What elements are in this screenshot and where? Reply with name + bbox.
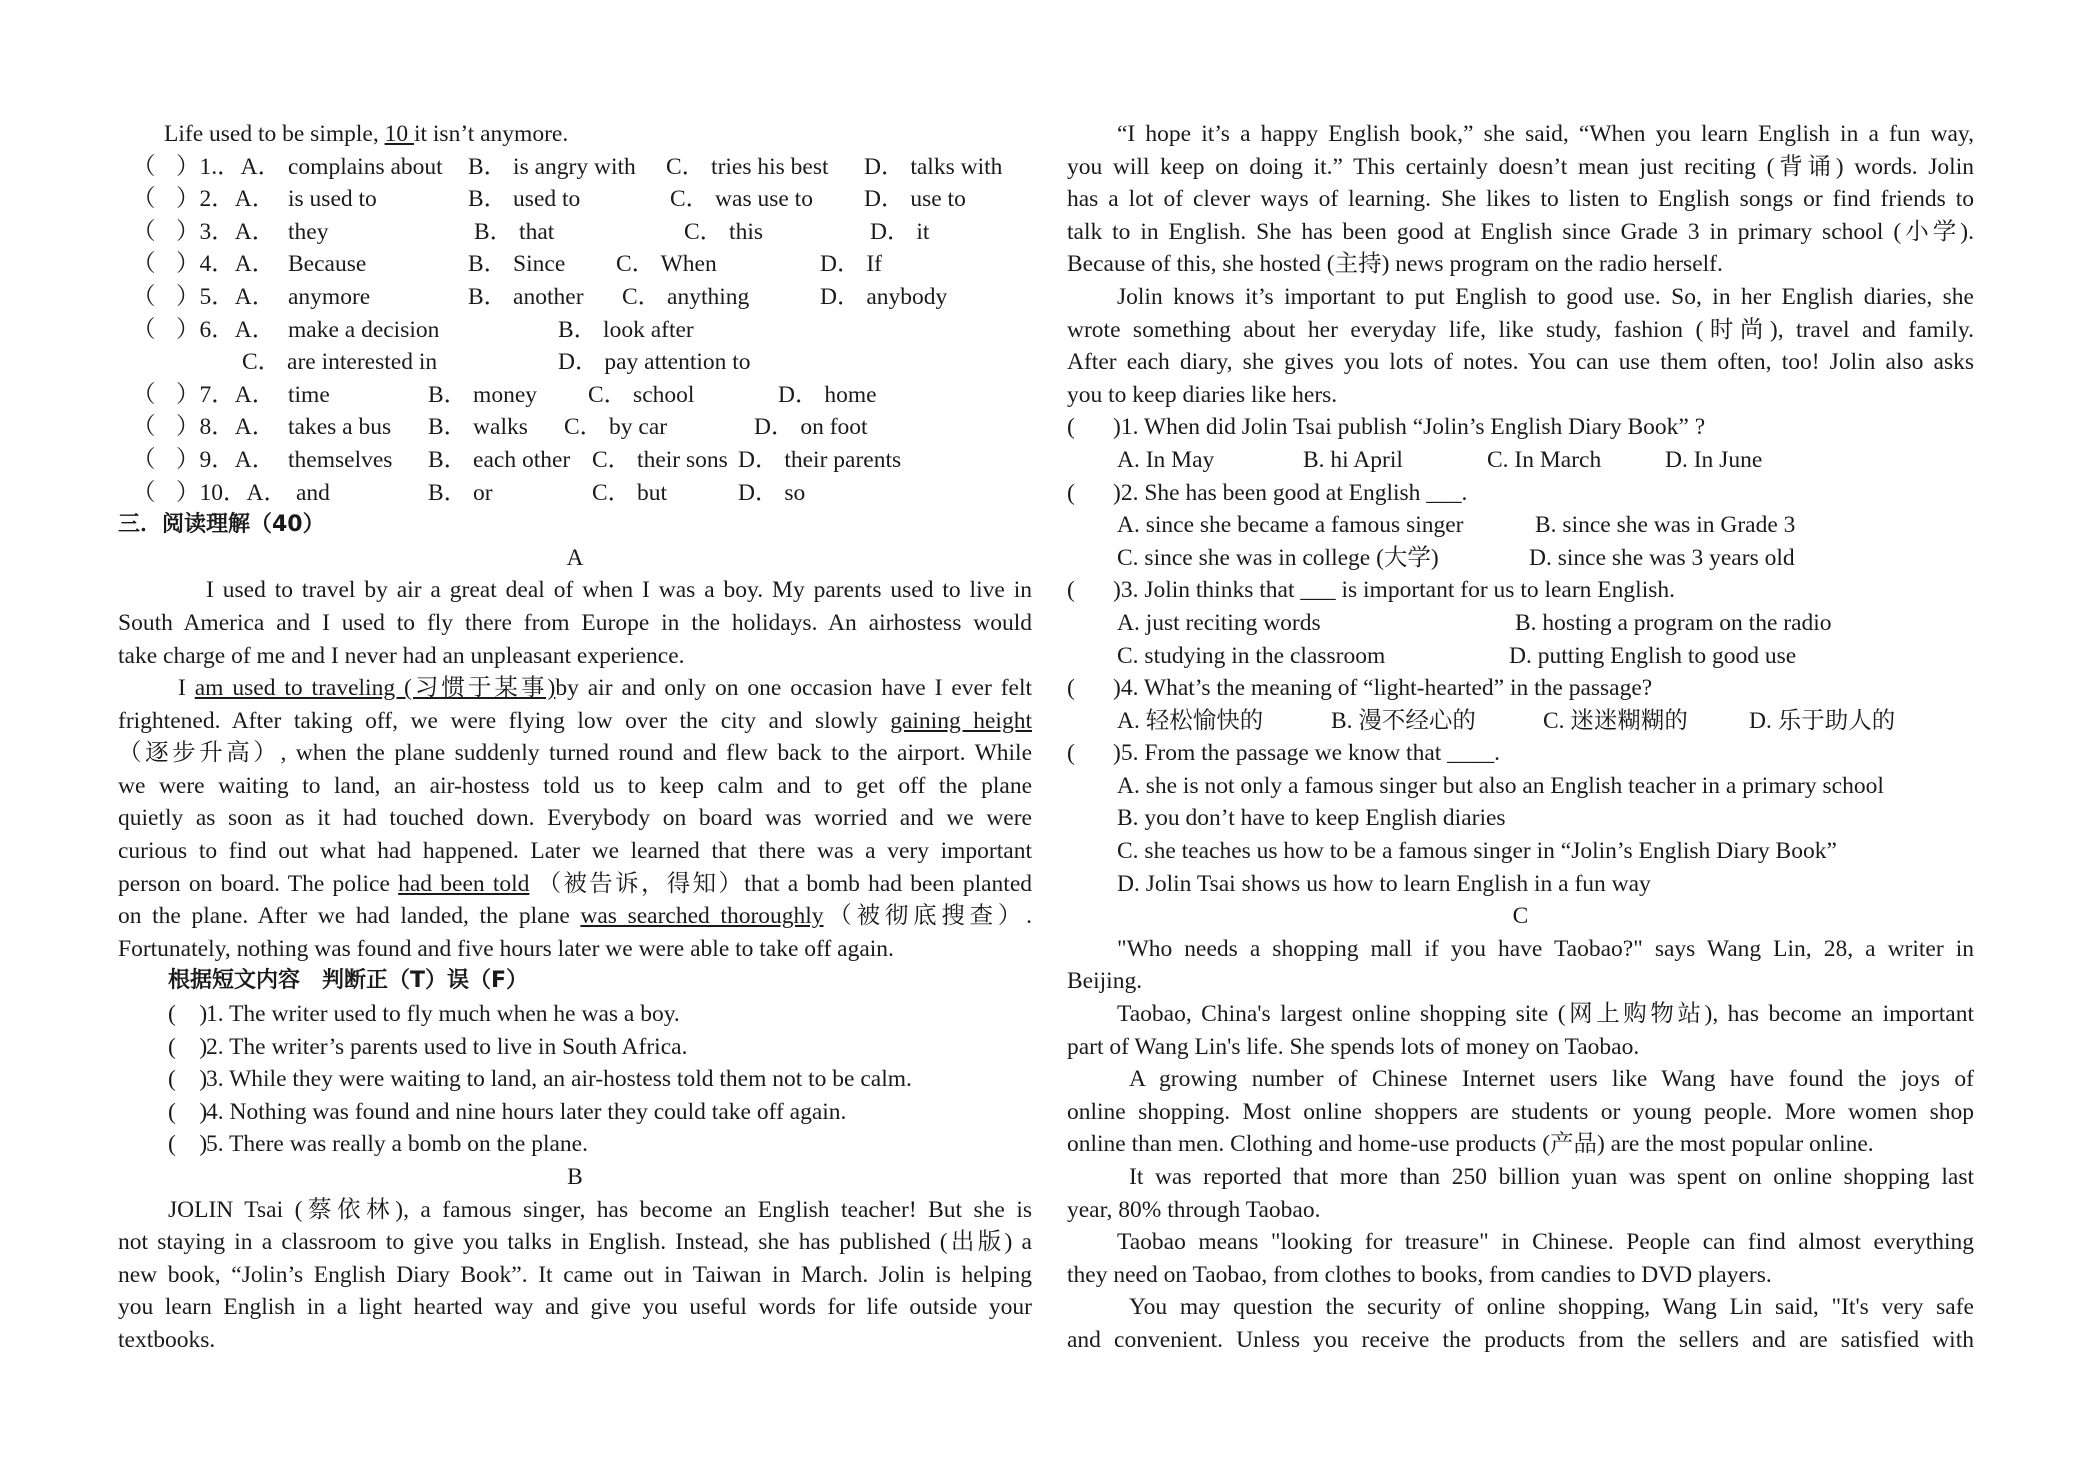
paragraph-line: I used to travel by air a great deal of when I was a boy. My parents used to live in [206, 577, 1032, 604]
paragraph-line: quietly as soon as it had touched down. Everybody on board was worried and we were [118, 805, 1032, 832]
paragraph-line: online than men. Clothing and home-use products (产品) are the most popular online. [1067, 1131, 1874, 1158]
question-text: 3. While they were waiting to land, an air-hostess told them not to be calm. [206, 1066, 912, 1093]
choice-question-2 [118, 183, 1032, 216]
underlined-phrase: was searched thoroughly [580, 903, 824, 930]
answer-bracket[interactable]: （ [132, 316, 156, 343]
option-d: D． use to [864, 186, 966, 213]
paragraph-line: Beijing. [1067, 968, 1143, 995]
paragraph-line: not staying in a classroom to give you talks in English. Instead, she has published (出版) a [118, 1229, 1032, 1256]
paragraph-line [118, 868, 1032, 901]
answer-bracket[interactable]: ( [1067, 675, 1075, 702]
option-a: A. she is not only a famous singer but also an English teacher in a primary school [1117, 772, 1884, 799]
passage-c-paragraph-3 [1067, 1063, 1974, 1161]
option-c: C． their sons [592, 446, 728, 473]
paragraph-line [118, 900, 1032, 933]
option-b: B． walks [428, 414, 528, 441]
passage-c-paragraph-6 [1067, 1291, 1974, 1356]
option-a: make a decision [288, 316, 440, 343]
paragraph-line: new book, “Jolin’s English Diary Book”. It came out in Taiwan in March. Jolin is helping [118, 1261, 1032, 1288]
tf-question-2 [118, 1031, 1032, 1064]
question-number: ）2．A． [176, 186, 276, 213]
option-b: B. 漫不经心的 [1331, 707, 1476, 734]
option-a: Because [288, 251, 367, 278]
choice-question-5 [118, 281, 1032, 314]
paragraph-line: “I hope it’s a happy English book,” she said, “When you learn English in a fun way, [1117, 121, 1974, 147]
question-text: 1. The writer used to fly much when he was a boy. [206, 1001, 680, 1028]
choice-question-7 [118, 379, 1032, 412]
option-b: B. since she was in Grade 3 [1535, 512, 1796, 539]
paragraph-line [118, 672, 1032, 705]
b-question-3-options-row-2 [1067, 640, 1974, 673]
question-number: ）7．A． [176, 381, 276, 408]
option-a: and [296, 479, 330, 506]
option-c: C． school [588, 381, 695, 408]
paragraph-line: you will keep on doing it.” This certainly doesn’t mean just reciting (背诵) words. Jolin [1067, 153, 1974, 180]
right-column [1067, 118, 1974, 1357]
text-run: frightened. After taking off, we were flying low over the city and slowly [118, 707, 891, 734]
question-number: ）10．A． [176, 479, 287, 506]
b-question-4-options [1067, 705, 1974, 738]
passage-b-paragraph-1 [118, 1194, 1032, 1357]
choice-question-3 [118, 216, 1032, 249]
answer-bracket[interactable]: ( ) [168, 1001, 208, 1028]
choice-question-1 [118, 151, 1032, 184]
tf-question-3 [118, 1063, 1032, 1096]
text-run: I [178, 675, 195, 702]
paragraph-line: Jolin knows it’s important to put English to good use. So, in her English diaries, she [1117, 283, 1974, 310]
paragraph-line: we were waiting to land, an air-hostess told us to keep calm and to get off the plane [118, 772, 1032, 799]
b-question-5-option-a [1067, 770, 1974, 803]
underlined-phrase: had been told [398, 870, 530, 897]
option-c: C. 迷迷糊糊的 [1543, 707, 1688, 734]
b-question-3 [1067, 574, 1974, 607]
option-d: D. putting English to good use [1509, 642, 1797, 669]
option-a: takes a bus [288, 414, 392, 441]
option-d: D． home [778, 381, 877, 408]
b-question-2-options-row-1 [1067, 509, 1974, 542]
b-question-1 [1067, 411, 1974, 444]
option-d: D. since she was 3 years old [1529, 544, 1795, 571]
choice-question-9 [118, 444, 1032, 477]
option-c: C． are interested in [242, 349, 438, 376]
answer-bracket[interactable]: （ [132, 251, 156, 278]
option-a: A. 轻松愉快的 [1117, 707, 1264, 734]
paragraph-line: online shopping. Most online shoppers are students or young people. More women shop [1067, 1098, 1974, 1125]
option-d: D． If [820, 251, 882, 278]
cloze-intro-end: it isn’t anymore. [413, 121, 569, 147]
b-question-5-option-c [1067, 835, 1974, 868]
b-question-5 [1067, 737, 1974, 770]
passage-c-paragraph-4 [1067, 1161, 1974, 1226]
answer-bracket[interactable]: （ [132, 153, 156, 180]
passage-c-paragraph-1 [1067, 933, 1974, 998]
answer-bracket[interactable]: （ [132, 479, 156, 506]
true-false-title: 根据短文内容 判断正（T）误（F） [168, 968, 529, 994]
paragraph-line: A growing number of Chinese Internet users like Wang have found the joys of [1129, 1066, 1974, 1093]
answer-bracket[interactable]: ( ) [168, 1098, 208, 1125]
option-c: C． this [684, 218, 764, 245]
paragraph-line: you to keep diaries like hers. [1067, 381, 1338, 408]
tf-question-1 [118, 998, 1032, 1031]
answer-bracket[interactable]: （ [132, 446, 156, 473]
choice-question-4 [118, 248, 1032, 281]
option-b: B． look after [558, 316, 694, 343]
question-text: 2. The writer’s parents used to live in South Africa. [206, 1033, 688, 1060]
option-b: B． another [468, 283, 584, 310]
answer-bracket[interactable]: ( [1067, 577, 1075, 604]
paragraph-line: has a lot of clever ways of learning. She likes to listen to English songs or find friends to [1067, 186, 1974, 213]
text-run: on the plane. After we had landed, the plane [118, 903, 581, 930]
paragraph-line: You may question the security of online shopping, Wang Lin said, "It's very safe [1129, 1294, 1974, 1321]
answer-bracket[interactable]: ( ) [168, 1033, 208, 1060]
paragraph-line: year, 80% through Taobao. [1067, 1196, 1321, 1223]
left-column [118, 118, 1032, 1357]
paragraph-line: Taobao means "looking for treasure" in Chinese. People can find almost everything [1117, 1229, 1974, 1256]
question-text: )2. She has been good at English ___. [1113, 479, 1468, 506]
option-d: D． on foot [754, 414, 868, 441]
question-text: )3. Jolin thinks that ___ is important for us to learn English. [1113, 577, 1675, 604]
paragraph-line: they need on Taobao, from clothes to books, from candies to DVD players. [1067, 1261, 1772, 1288]
paragraph-line: After each diary, she gives you lots of notes. You can use them often, too! Jolin also asks [1067, 349, 1974, 376]
question-text: 4. Nothing was found and nine hours later they could take off again. [206, 1098, 847, 1125]
option-a: anymore [288, 283, 371, 310]
option-c: C. studying in the classroom [1117, 642, 1386, 669]
b-question-1-options [1067, 444, 1974, 477]
text-run: （被彻底搜查）. [823, 903, 1032, 930]
option-b: B． is angry with [468, 153, 636, 180]
section-title-reading: 三．阅读理解（40） [118, 512, 325, 538]
answer-bracket[interactable]: ( [1067, 414, 1075, 441]
option-d: D. Jolin Tsai shows us how to learn English in a fun way [1117, 870, 1651, 897]
answer-bracket[interactable]: ( [1067, 740, 1075, 767]
option-c: C． When [616, 251, 717, 278]
question-text: )1. When did Jolin Tsai publish “Jolin’s English Diary Book” ? [1113, 414, 1706, 441]
question-text: )4. What’s the meaning of “light-hearted” in the passage? [1113, 675, 1653, 702]
underlined-phrase: am used to traveling (习惯于某事) [194, 675, 556, 702]
option-c: C. she teaches us how to be a famous singer in “Jolin’s English Diary Book” [1117, 838, 1837, 865]
question-number: ）8．A． [176, 414, 276, 441]
question-number: ）5．A． [176, 283, 276, 310]
option-a: complains about [288, 153, 443, 180]
underlined-phrase: gaining height [890, 707, 1032, 734]
option-d: D． anybody [820, 283, 948, 310]
question-number: ）9．A． [176, 446, 276, 473]
option-b: B． or [428, 479, 493, 506]
cloze-blank-10: 10 [384, 121, 414, 147]
answer-bracket[interactable]: ( ) [168, 1131, 208, 1158]
option-d: D． so [738, 479, 806, 506]
paragraph-line: Fortunately, nothing was found and five hours later we were able to take off again. [118, 935, 894, 962]
cloze-intro-text: Life used to be simple, [164, 121, 385, 147]
paragraph-line: Because of this, she hosted (主持) news program on the radio herself. [1067, 251, 1723, 278]
question-text: )5. From the passage we know that ____. [1113, 740, 1501, 767]
question-number: ）1.．A． [176, 153, 282, 180]
option-c: C． was use to [670, 186, 813, 213]
option-c: C． tries his best [666, 153, 829, 180]
option-d: D． talks with [864, 153, 1003, 180]
option-d: D. 乐于助人的 [1749, 707, 1896, 734]
option-c: C． but [592, 479, 668, 506]
answer-bracket[interactable]: （ [132, 381, 156, 408]
cloze-intro-line [118, 118, 1032, 151]
b-question-2 [1067, 477, 1974, 510]
text-run: person on board. The police [118, 870, 399, 897]
question-number: ）3．A． [176, 218, 276, 245]
paragraph-line: talk to in English. She has been good at English since Grade 3 in primary school (小学). [1067, 218, 1974, 245]
passage-a-paragraph-1 [118, 574, 1032, 672]
option-c: C. since she was in college (大学) [1117, 544, 1439, 571]
answer-bracket[interactable]: （ [132, 283, 156, 310]
paragraph-line: textbooks. [118, 1326, 216, 1353]
option-c: C． by car [564, 414, 668, 441]
option-a: themselves [288, 446, 393, 473]
option-b: B． money [428, 381, 538, 408]
passage-c-label: C [1512, 903, 1529, 930]
option-b: B. hosting a program on the radio [1515, 609, 1832, 636]
option-b: B． each other [428, 446, 571, 473]
answer-bracket[interactable]: ( ) [168, 1066, 208, 1093]
option-a: A. since she became a famous singer [1117, 512, 1464, 539]
text-run: by air and only on one occasion have I ever felt [555, 675, 1033, 702]
choice-question-10 [118, 477, 1032, 510]
option-b: B． Since [468, 251, 566, 278]
passage-c-paragraph-2 [1067, 998, 1974, 1063]
option-d: D． it [870, 218, 930, 245]
option-d: D. In June [1665, 446, 1763, 473]
choice-question-6-continued [118, 346, 1032, 379]
b-question-5-option-d [1067, 868, 1974, 901]
option-c: C． anything [622, 283, 750, 310]
b-question-4 [1067, 672, 1974, 705]
option-b: B. you don’t have to keep English diaries [1117, 805, 1506, 832]
paragraph-line: It was reported that more than 250 billion yuan was spent on online shopping last [1129, 1164, 1974, 1190]
option-a: A. just reciting words [1117, 609, 1321, 636]
paragraph-line: South America and I used to fly there from Europe in the holidays. An airhostess would [118, 609, 1032, 636]
question-number: ）4．A． [176, 251, 276, 278]
passage-c-paragraph-5 [1067, 1226, 1974, 1291]
paragraph-line [118, 705, 1032, 738]
passage-a-paragraph-2 [118, 672, 1032, 965]
choice-question-6 [118, 314, 1032, 347]
option-b: B． used to [468, 186, 581, 213]
option-a: is used to [288, 186, 377, 213]
paragraph-line: and convenient. Unless you receive the products from the sellers and are satisfied with [1067, 1326, 1974, 1353]
tf-question-4 [118, 1096, 1032, 1129]
paragraph-line: JOLIN Tsai (蔡依林), a famous singer, has become an English teacher! But she is [168, 1196, 1032, 1223]
paragraph-line: Taobao, China's largest online shopping site (网上购物站), has become an important [1117, 1001, 1974, 1028]
tf-question-5 [118, 1128, 1032, 1161]
paragraph-line: （逐步升高）, when the plane suddenly turned round and flew back to the airport. While [118, 740, 1032, 767]
b-question-5-option-b [1067, 802, 1974, 835]
paragraph-line: you learn English in a light hearted way and give you useful words for life outside your [118, 1294, 1032, 1321]
option-d: D． pay attention to [558, 349, 751, 376]
passage-b-paragraph-3 [1067, 281, 1974, 411]
answer-bracket[interactable]: （ [132, 218, 156, 245]
option-b: B. hi April [1303, 446, 1403, 473]
paragraph-line: curious to find out what had happened. Later we learned that there was a very important [118, 838, 1032, 865]
paragraph-line: wrote something about her everyday life, like study, fashion (时尚), travel and family. [1067, 316, 1974, 343]
option-a: they [288, 218, 329, 245]
paragraph-line: "Who needs a shopping mall if you have Taobao?" says Wang Lin, 28, a writer in [1117, 935, 1974, 962]
option-a: time [288, 381, 330, 408]
option-d: D． their parents [738, 446, 902, 473]
passage-b-paragraph-2 [1067, 118, 1974, 281]
question-text: 5. There was really a bomb on the plane. [206, 1131, 588, 1158]
passage-b-label: B [567, 1164, 583, 1190]
b-question-3-options-row-1 [1067, 607, 1974, 640]
option-a: A. In May [1117, 446, 1215, 473]
paragraph-line: take charge of me and I never had an unpleasant experience. [118, 642, 685, 669]
answer-bracket[interactable]: （ [132, 414, 156, 441]
question-number: ）6．A． [176, 316, 276, 343]
choice-question-8 [118, 411, 1032, 444]
b-question-2-options-row-2 [1067, 542, 1974, 575]
paragraph-line: part of Wang Lin's life. She spends lots of money on Taobao. [1067, 1033, 1640, 1060]
answer-bracket[interactable]: ( [1067, 479, 1075, 506]
option-c: C. In March [1487, 446, 1602, 473]
answer-bracket[interactable]: （ [132, 186, 156, 213]
option-b: B． that [474, 218, 555, 245]
passage-a-label: A [566, 544, 584, 571]
text-run: （被告诉，得知）that a bomb had been planted [529, 870, 1033, 897]
